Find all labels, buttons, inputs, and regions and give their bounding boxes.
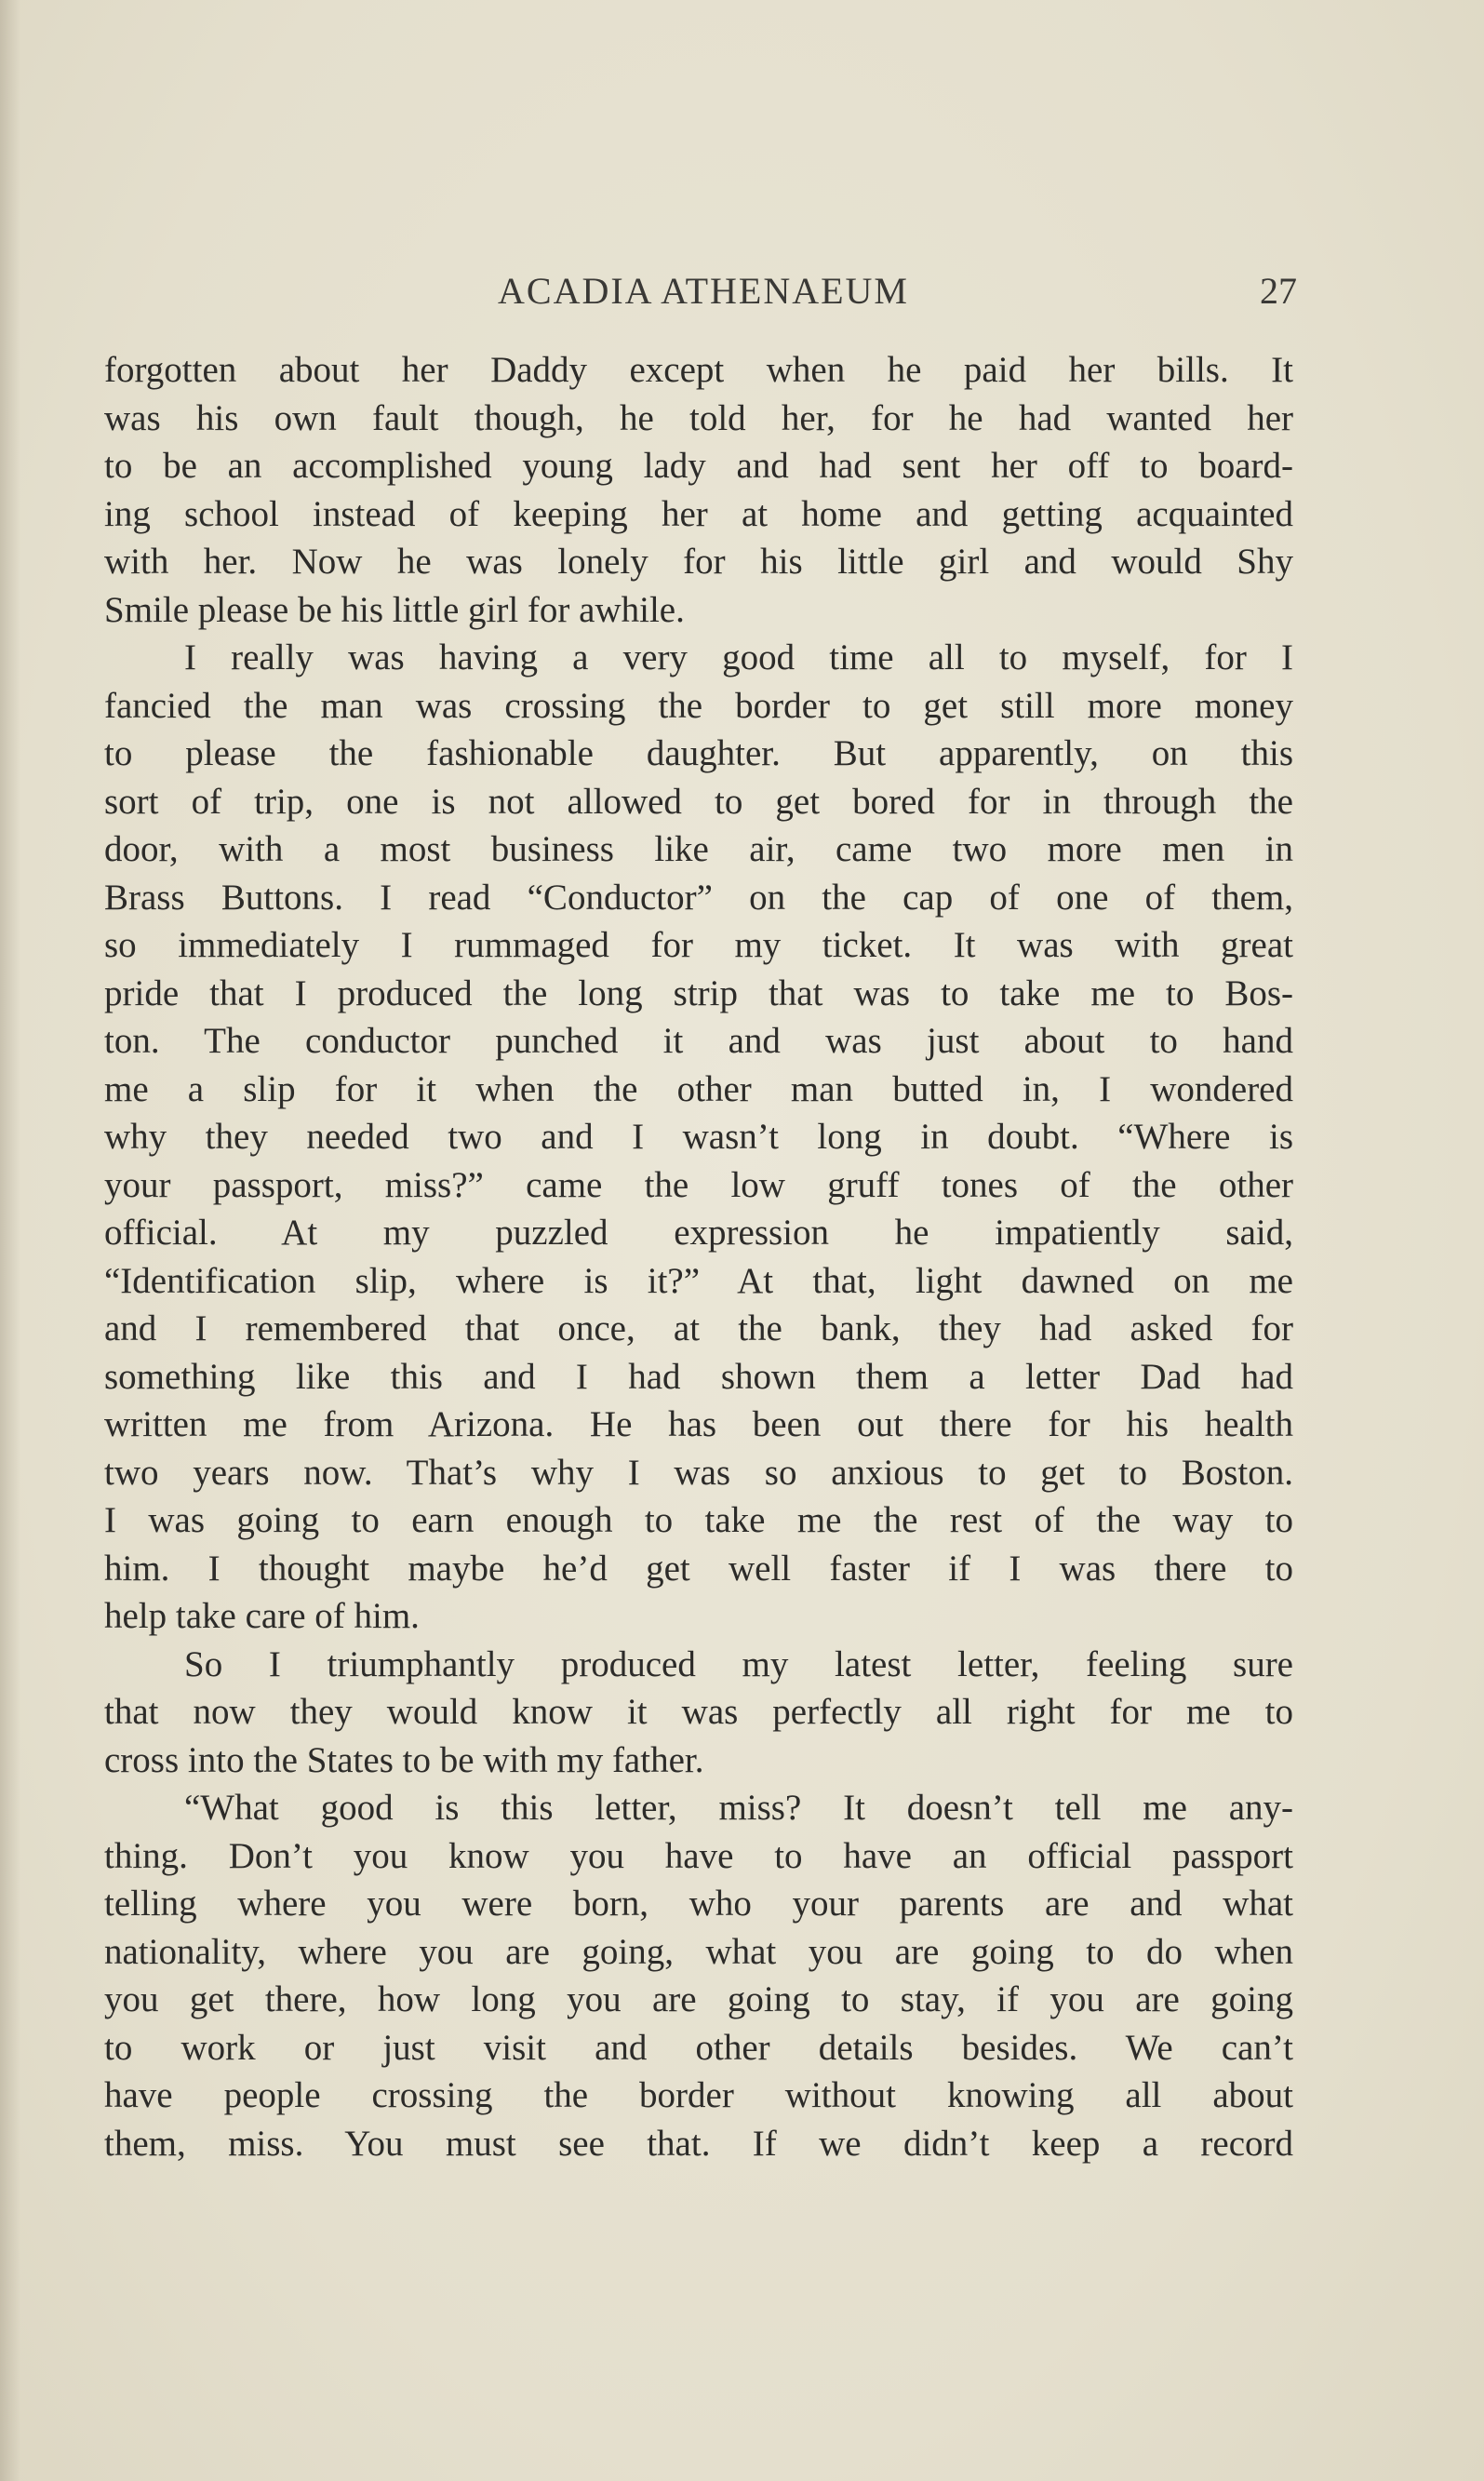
- text-line: that now they would know it was perfectly all right for me to: [104, 1692, 1293, 1732]
- text-line: help take care of him.: [104, 1596, 420, 1636]
- running-head: ACADIA ATHENAEUM: [498, 270, 909, 312]
- text-line: so immediately I rummaged for my ticket. It was with great: [104, 925, 1293, 965]
- text-line: fancied the man was crossing the border to get still more money: [104, 685, 1293, 726]
- text-line: thing. Don’t you know you have to have an official passport: [104, 1835, 1293, 1876]
- text-line: written me from Arizona. He has been out there for his health: [104, 1404, 1293, 1444]
- text-line: two years now. That’s why I was so anxious to get to Boston.: [104, 1452, 1293, 1493]
- text-line: ing school instead of keeping her at home and getting acquainted: [104, 493, 1293, 534]
- text-line: to be an accomplished young lady and had sent her off to board-: [104, 446, 1293, 486]
- text-line: why they needed two and I wasn’t long in doubt. “Where is: [104, 1117, 1293, 1157]
- text-line: pride that I produced the long strip that was to take me to Bos-: [104, 972, 1293, 1013]
- text-line: you get there, how long you are going to stay, if you are going: [104, 1979, 1293, 2019]
- text-line: So I triumphantly produced my latest letter, feeling sure: [184, 1643, 1293, 1684]
- text-line: ton. The conductor punched it and was just about to hand: [104, 1021, 1293, 1061]
- text-line: Smile please be his little girl for awhile.: [104, 589, 685, 630]
- text-line: I really was having a very good time all to myself, for I: [184, 637, 1293, 677]
- text-line: “What good is this letter, miss? It doesn’t tell me any-: [184, 1788, 1293, 1828]
- body-text: [104, 346, 1293, 2167]
- text-line: them, miss. You must see that. If we didn’t keep a record: [104, 2123, 1293, 2164]
- text-line: door, with a most business like air, came two more men in: [104, 829, 1293, 869]
- text-line: have people crossing the border without knowing all about: [104, 2075, 1293, 2115]
- text-line: nationality, where you are going, what you are going to do when: [104, 1931, 1293, 1972]
- text-line: me a slip for it when the other man butted in, I wondered: [104, 1068, 1293, 1109]
- text-line: I was going to earn enough to take me the rest of the way to: [104, 1500, 1293, 1540]
- page-header: [110, 268, 1297, 315]
- text-line: sort of trip, one is not allowed to get bored for in through the: [104, 781, 1293, 822]
- text-line: to work or just visit and other details besides. We can’t: [104, 2027, 1293, 2068]
- text-line: with her. Now he was lonely for his little girl and would Shy: [104, 542, 1293, 582]
- page-number: 27: [1260, 270, 1297, 312]
- text-line: your passport, miss?” came the low gruff tones of the other: [104, 1164, 1293, 1205]
- text-line: “Identification slip, where is it?” At that, light dawned on me: [104, 1260, 1293, 1301]
- text-line: Brass Buttons. I read “Conductor” on the cap of one of them,: [104, 877, 1293, 918]
- text-line: official. At my puzzled expression he impatiently said,: [104, 1213, 1293, 1253]
- text-line: and I remembered that once, at the bank, they had asked for: [104, 1308, 1293, 1348]
- text-line: was his own fault though, he told her, for he had wanted her: [104, 397, 1293, 438]
- text-line: telling where you were born, who your parents are and what: [104, 1884, 1293, 1924]
- text-line: him. I thought maybe he’d get well faster if I was there to: [104, 1548, 1293, 1589]
- text-line: something like this and I had shown them a letter Dad had: [104, 1356, 1293, 1397]
- text-line: forgotten about her Daddy except when he paid her bills. It: [104, 350, 1293, 390]
- text-line: cross into the States to be with my father.: [104, 1739, 704, 1780]
- text-line: to please the fashionable daughter. But apparently, on this: [104, 733, 1293, 773]
